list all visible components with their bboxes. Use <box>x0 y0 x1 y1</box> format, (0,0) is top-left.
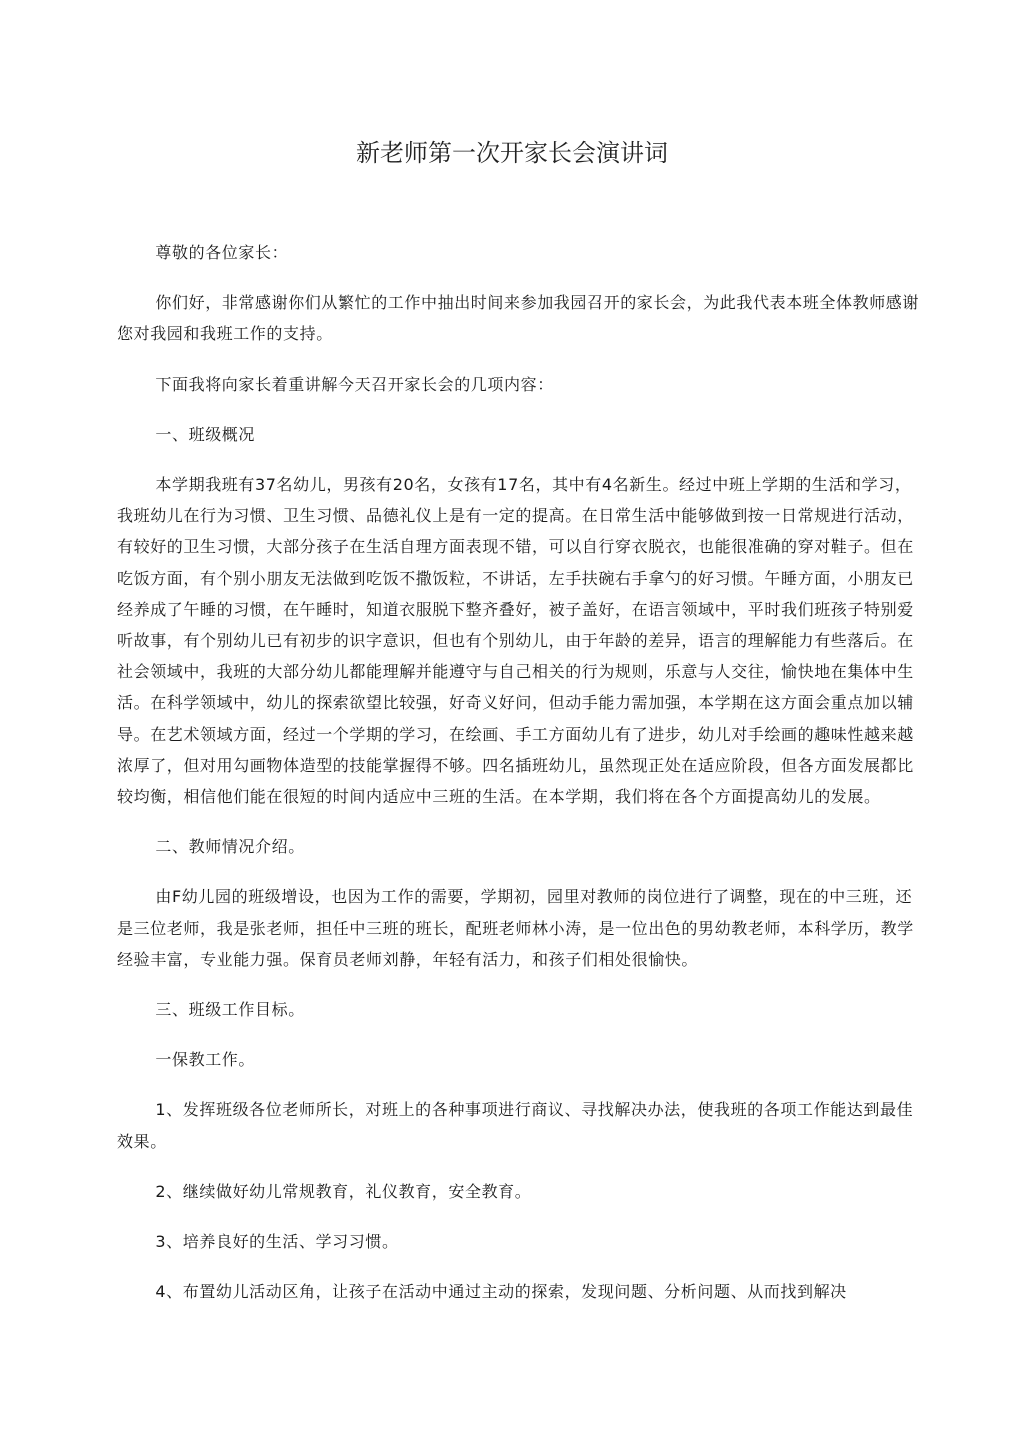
document-title: 新老师第一次开家长会演讲词 <box>356 139 668 167</box>
greeting-paragraph: 你们好，非常感谢你们从繁忙的工作中抽出时间来参加我园召开的家长会，为此我代表本班全体教师感谢您对我园和我班工作的支持。 <box>117 293 919 344</box>
goal-item-4: 4、布置幼儿活动区角，让孩子在活动中通过主动的探索，发现问题、分析问题、从而找到解决 <box>155 1282 847 1302</box>
document-body <box>117 237 919 1326</box>
salutation: 尊敬的各位家长： <box>155 243 289 262</box>
goal-item-3: 3、培养良好的生活、学习习惯。 <box>155 1232 399 1252</box>
class-overview-paragraph: 本学期我班有37名幼儿，男孩有20名，女孩有17名，其中有4名新生。经过中班上学期的生活和学习，我班幼儿在行为习惯、卫生习惯、品德礼仪上是有一定的提高。在日常生活中能够做到按一日常规进行活动，有较好的卫生习惯，大部分孩子在生活自理方面表现不错，可以自行穿衣脱衣，也能很准确的穿对鞋子。但在吃饭方面，有个别小朋友无法做到吃饭不撒饭粒，不讲话，左手扶碗右手拿勺的好习惯。午睡方面，小朋友已经养成了午睡的习惯，在午睡时，知道衣服脱下整齐叠好，被子盖好，在语言领域中，平时我们班孩子特别爱听故事，有个别幼儿已有初步的识字意识，但也有个别幼儿，由于年龄的差异，语言的理解能力有些落后。在社会领域中，我班的大部分幼儿都能理解并能遵守与自己相关的行为规则，乐意与人交往，愉快地在集体中生活。在科学领域中，幼儿的探索欲望比较强，好奇义好问，但动手能力需加强，本学期在这方面会重点加以辅导。在艺术领域方面，经过一个学期的学习，在绘画、手工方面幼儿有了进步，幼儿对手绘画的趣味性越来越浓厚了，但对用勾画物体造型的技能掌握得不够。四名插班幼儿，虽然现正处在适应阶段，但各方面发展都比较均衡，相信他们能在很短的时间内适应中三班的生活。在本学期，我们将在各个方面提高幼儿的发展。 <box>117 475 914 807</box>
section-heading-goals: 三、班级工作目标。 <box>155 1000 305 1020</box>
intro-paragraph: 下面我将向家长着重讲解今天召开家长会的几项内容： <box>155 374 554 394</box>
section-heading-teachers: 二、教师情况介绍。 <box>155 837 305 857</box>
section-heading-class-overview: 一、班级概况 <box>155 424 255 444</box>
subsection-heading-care-education: 一保教工作。 <box>155 1050 255 1070</box>
goal-item-2: 2、继续做好幼儿常规教育，礼仪教育，安全教育。 <box>155 1181 532 1201</box>
goal-item-1: 1、发挥班级各位老师所长，对班上的各种事项进行商议、寻找解决办法，使我班的各项工作能达到最佳效果。 <box>117 1100 914 1151</box>
teachers-paragraph: 由F幼儿园的班级增设，也因为工作的需要，学期初，园里对教师的岗位进行了调整，现在的中三班，还是三位老师，我是张老师，担任中三班的班长，配班老师林小涛，是一位出色的男幼教老师，本科学历，教学经验丰富，专业能力强。保育员老师刘静，年轻有活力，和孩子们相处很愉快。 <box>117 887 914 969</box>
